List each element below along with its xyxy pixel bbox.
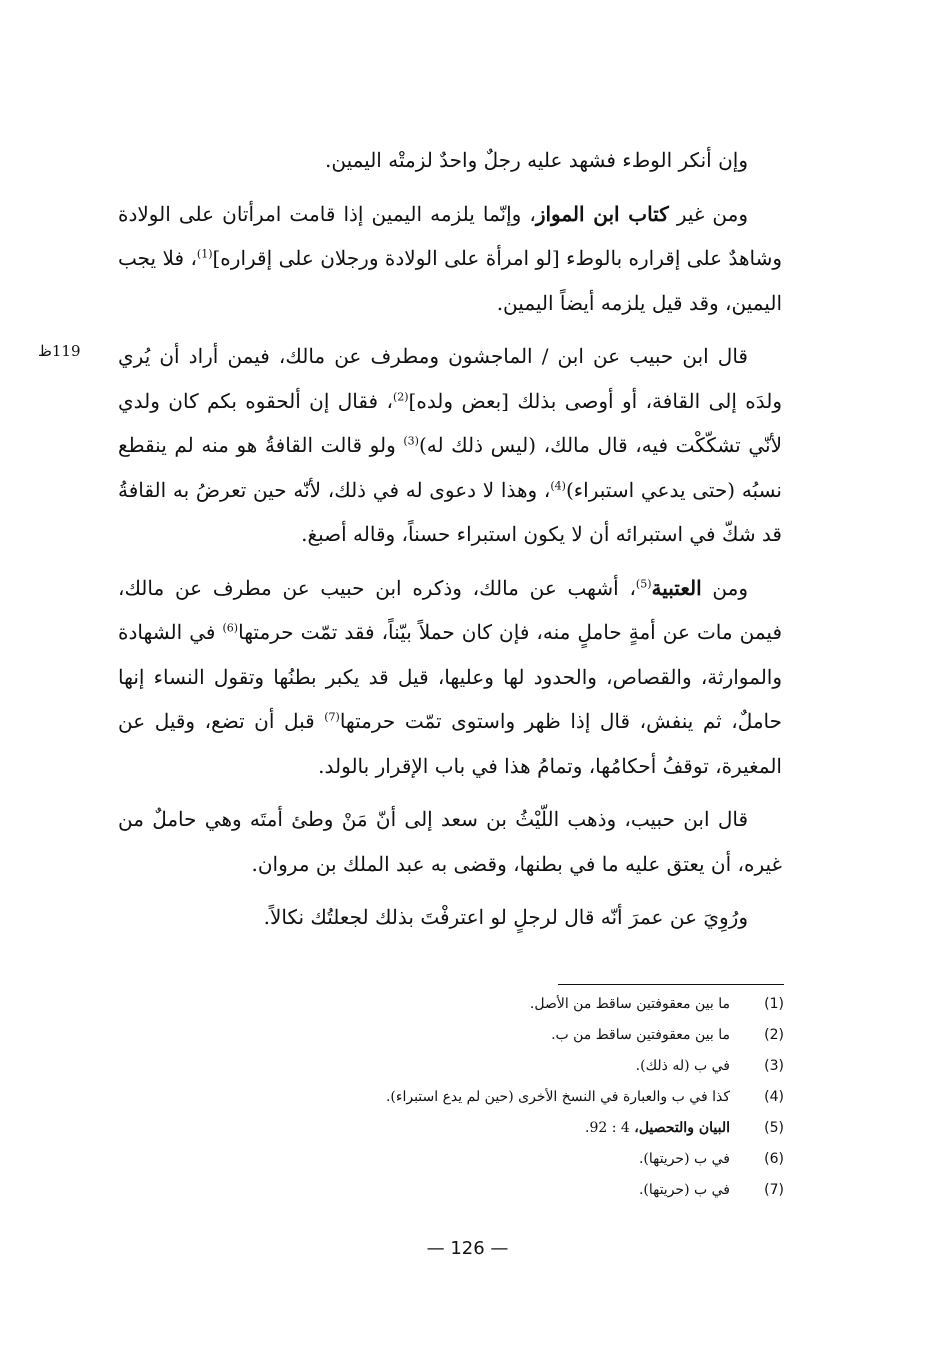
paragraph-text: ، فقال إن ألحقوه بكم كان ولدي لأنّي تشكّكْت فيه، قال مالك، (ليس ذلك له) bbox=[118, 388, 782, 457]
footnote-number: (5) bbox=[764, 1119, 784, 1136]
paragraph-text: قال ابن حبيب، وذهب اللّيْثُ بن سعد إلى أنّ مَنْ وطئ أمتَه وهي حاملٌ من غيره، أن يعتق عليه ما في بطنها، وقضى به عبد الملك بن مروان. bbox=[118, 807, 782, 876]
footnote-ref[interactable]: (5) bbox=[635, 576, 652, 590]
footnote-number: (1) bbox=[764, 995, 784, 1012]
footnote-text: في ب (حريتها). bbox=[638, 1181, 730, 1198]
footnote-number: (2) bbox=[764, 1026, 784, 1043]
footnote-number: (6) bbox=[764, 1150, 784, 1167]
footnote-text-rest: 4 : 92. bbox=[585, 1119, 635, 1136]
paragraph-text: ولو قالت القافةُ هو منه لم ينقطع نسبُه (حتى يدعي استبراء) bbox=[118, 433, 782, 502]
footnote-item bbox=[300, 1143, 784, 1174]
main-text bbox=[118, 138, 782, 949]
footnote-number: (3) bbox=[764, 1057, 784, 1074]
paragraph-text: ، وإنّما يلزمه اليمين إذا قامت امرأتان على الولادة وشاهدٌ على إقراره بالوطء [لو امرأة على الولادة ورجلان على إقراره] bbox=[118, 201, 782, 270]
book-title: كتاب ابن المواز bbox=[535, 201, 669, 226]
margin-folio-note: 119ظ bbox=[38, 342, 81, 360]
footnote-ref[interactable]: (7) bbox=[324, 710, 340, 724]
footnote-ref[interactable]: (4) bbox=[550, 478, 566, 492]
paragraph-text: ، وهذا لا دعوى له في ذلك، لأنّه حين تعرضُ به القافةُ قد شكّ في استبرائه أن لا يكون استبراء حسناً، وقاله أصبغ. bbox=[118, 477, 782, 546]
paragraph-text: ، أشهب عن مالك، وذكره ابن حبيب عن مطرف عن مالك، فيمن مات عن أمةٍ حاملٍ منه، فإن كان حملاً بيّناً، فقد تمّت حرمتها bbox=[118, 575, 783, 644]
paragraph-text: ، فلا يجب اليمين، وقد قيل يلزمه أيضاً اليمين. bbox=[118, 246, 782, 315]
footnote-ref[interactable]: (6) bbox=[222, 621, 239, 635]
paragraph-text: ومن غير bbox=[668, 201, 749, 226]
footnote-text: في ب (له ذلك). bbox=[635, 1057, 730, 1074]
footnote-item bbox=[300, 988, 784, 1019]
paragraph-1 bbox=[118, 138, 782, 183]
footnote-item bbox=[300, 1050, 784, 1081]
book-title: العتبية bbox=[651, 575, 702, 600]
paragraph-text: ومن bbox=[701, 575, 748, 600]
paragraph-text: في الشهادة والموارثة، والقصاص، والحدود لها وعليها، قيل قد يكبر بطنُها وتقول النساء إنها حاملٌ، ثم ينفش، قال إذا ظهر واستوى تمّت حرمتها bbox=[118, 620, 783, 733]
footnote-text: في ب (حريتها). bbox=[638, 1150, 730, 1167]
footnote-text: ما بين معقوفتين ساقط من الأصل. bbox=[529, 995, 730, 1012]
paragraph-text: وإن أنكر الوطء فشهد عليه رجلٌ واحدٌ لزمتْه اليمين. bbox=[325, 148, 748, 172]
paragraph-4 bbox=[118, 566, 782, 789]
book-title: البيان والتحصيل، bbox=[634, 1119, 730, 1136]
footnote-text bbox=[585, 1120, 740, 1136]
paragraph-text: ورُوِيَ عن عمرَ أنّه قال لرجلٍ لو اعترفْتَ بذلك لجعلتُك نكالاً. bbox=[263, 905, 748, 929]
paragraph-6 bbox=[118, 895, 782, 940]
footnote-item bbox=[300, 1019, 784, 1050]
footnotes bbox=[300, 988, 784, 1205]
footnote-ref[interactable]: (2) bbox=[392, 389, 409, 403]
paragraph-text: قبل أن تضع، وقيل عن المغيرة، توقفُ أحكامُها، وتمامُ هذا في باب الإقرار بالولد. bbox=[118, 709, 782, 778]
footnote-item bbox=[300, 1081, 784, 1112]
footnote-text: كذا في ب والعبارة في النسخ الأخرى (حين لم يدع استبراء). bbox=[385, 1088, 730, 1105]
footnote-ref[interactable]: (3) bbox=[403, 434, 419, 448]
footnote-divider bbox=[558, 984, 784, 985]
footnote-item bbox=[300, 1174, 784, 1205]
footnote-ref[interactable]: (1) bbox=[196, 247, 213, 261]
page-number: — 126 — bbox=[426, 1238, 509, 1259]
footnote-text: ما بين معقوفتين ساقط من ب. bbox=[551, 1026, 730, 1043]
footnote-item bbox=[300, 1112, 784, 1143]
paragraph-text: قال ابن حبيب عن ابن / الماجشون ومطرف عن مالك، فيمن أراد أن يُري ولدَه إلى القافة، أو أوصى بذلك [بعض ولده] bbox=[118, 344, 783, 413]
footnote-number: (4) bbox=[764, 1088, 784, 1105]
paragraph-5 bbox=[118, 797, 782, 886]
paragraph-2 bbox=[118, 192, 782, 326]
footnote-number: (7) bbox=[764, 1181, 784, 1198]
paragraph-3 bbox=[118, 334, 782, 557]
